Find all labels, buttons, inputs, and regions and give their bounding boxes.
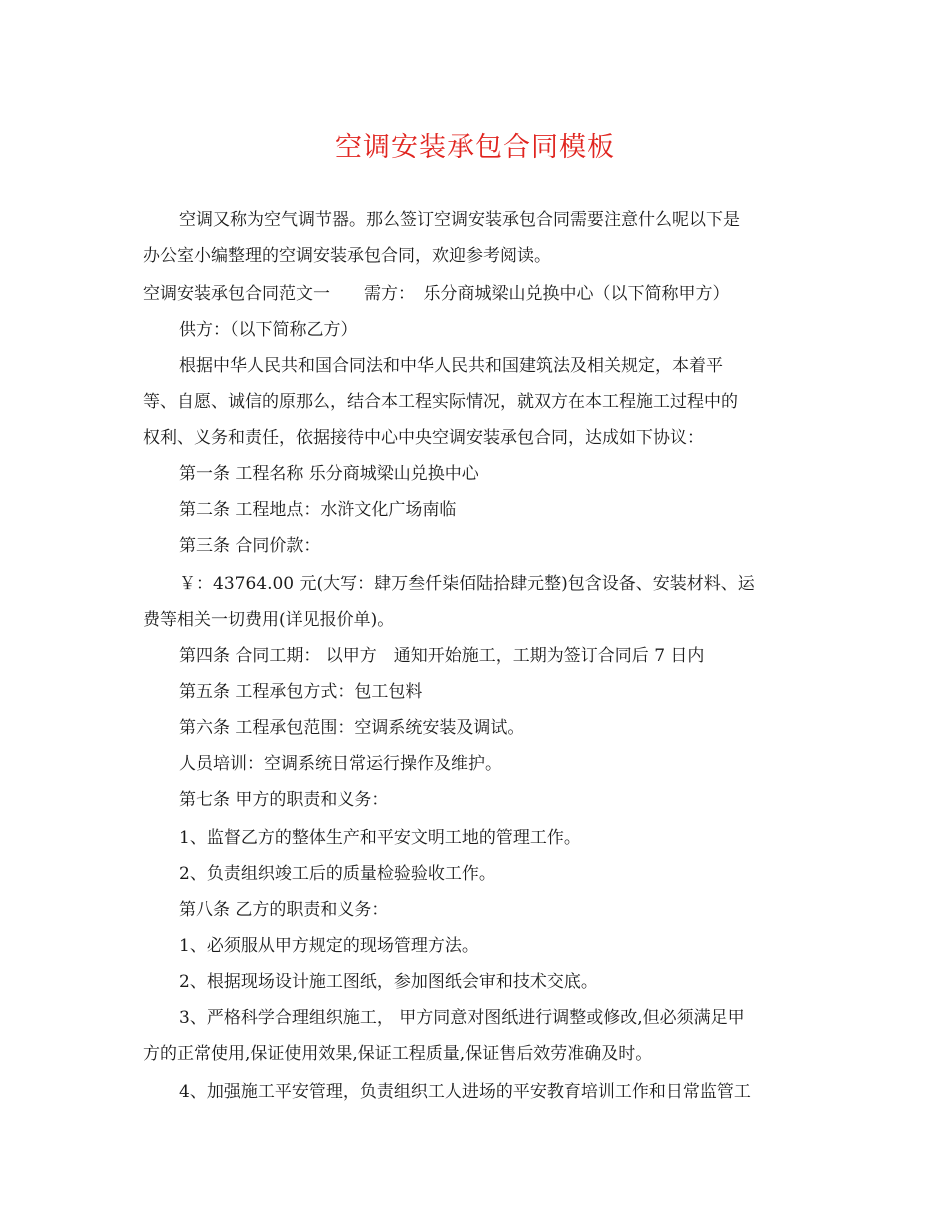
- paragraph-line: 4、加强施工平安管理，负责组织工人进场的平安教育培训工作和日常监管工: [179, 1082, 751, 1102]
- paragraph-line: 根据中华人民共和国合同法和中华人民共和国建筑法及相关规定，本着平: [179, 356, 723, 376]
- paragraph-line: 第五条 工程承包方式：包工包料: [179, 682, 423, 702]
- paragraph-line: 2、根据现场设计施工图纸，参加图纸会审和技术交底。: [179, 972, 598, 992]
- paragraph-line: 第七条 甲方的职责和义务：: [179, 790, 389, 810]
- paragraph-line: 第四条 合同工期： 以甲方 通知开始施工，工期为签订合同后 7 日内: [179, 646, 705, 666]
- paragraph-line: 方的正常使用,保证使用效果,保证工程质量,保证售后效劳准确及时。: [143, 1044, 653, 1064]
- paragraph-line: 人员培训：空调系统日常运行操作及维护。: [179, 754, 502, 774]
- paragraph-line: 费等相关一切费用(详见报价单)。: [143, 610, 395, 630]
- paragraph-line: 第六条 工程承包范围：空调系统安装及调试。: [179, 718, 525, 738]
- paragraph-line: 第二条 工程地点：水浒文化广场南临: [179, 500, 457, 520]
- paragraph-line: 办公室小编整理的空调安装承包合同，欢迎参考阅读。: [143, 246, 551, 266]
- paragraph-line: 第一条 工程名称 乐分商城梁山兑换中心: [179, 464, 479, 484]
- paragraph-line: 权利、义务和责任，依据接待中心中央空调安装承包合同，达成如下协议：: [143, 428, 704, 448]
- paragraph-line: 空调安装承包合同范文一 需方： 乐分商城梁山兑换中心（以下简称甲方）: [143, 284, 730, 304]
- paragraph-line: 3、严格科学合理组织施工， 甲方同意对图纸进行调整或修改,但必须满足甲: [179, 1008, 745, 1028]
- paragraph-line: 1、必须服从甲方规定的现场管理方法。: [179, 936, 479, 956]
- paragraph-line: 1、监督乙方的整体生产和平安文明工地的管理工作。: [179, 828, 581, 848]
- paragraph-line: 供方：（以下简称乙方）: [179, 320, 358, 340]
- paragraph-line: ￥：43764.00 元(大写：肆万叁仟柒佰陆拾肆元整)包含设备、安装材料、运: [179, 574, 755, 594]
- paragraph-line: 空调又称为空气调节器。那么签订空调安装承包合同需要注意什么呢以下是: [179, 210, 740, 230]
- document-title: 空调安装承包合同模板: [335, 132, 615, 163]
- paragraph-line: 第三条 合同价款：: [179, 536, 321, 556]
- paragraph-line: 第八条 乙方的职责和义务：: [179, 900, 389, 920]
- paragraph-line: 等、自愿、诚信的原那么，结合本工程实际情况，就双方在本工程施工过程中的: [143, 392, 738, 412]
- paragraph-line: 2、负责组织竣工后的质量检验验收工作。: [179, 864, 496, 884]
